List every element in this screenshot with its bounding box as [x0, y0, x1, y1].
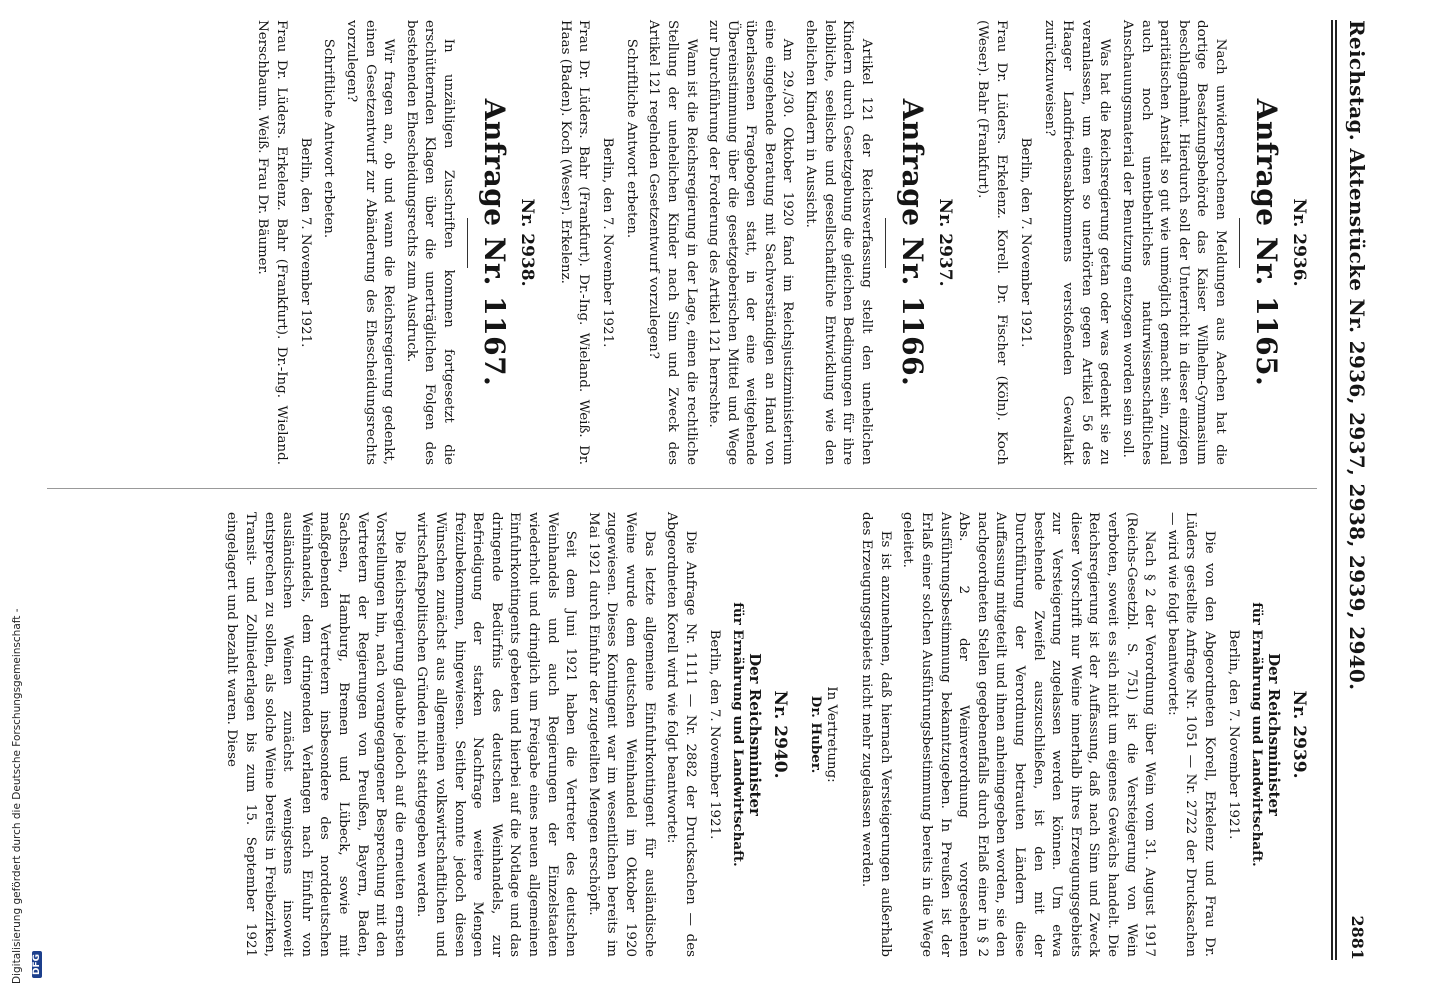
separator	[885, 218, 886, 268]
column-divider	[47, 488, 1317, 489]
signatories: Frau Dr. Lüders. Bahr (Frankfurt). Dr.-Ing. Wieland. Weiß. Dr. Haas (Baden). Koch (Weser). Erkelenz.	[557, 20, 592, 465]
digitization-note-text: Digitalisierung gefördert durch die Deutsche Forschungsgemeinschaft -	[11, 608, 23, 984]
document-number: Nr. 2939.	[1289, 690, 1309, 779]
minister-title: Der Reichsminister	[1265, 653, 1283, 816]
paragraph: Seit dem Juni 1921 haben die Vertreter des deutschen Weinhandels und auch Regierungen der Einzelstaaten wiederholt und dringlich um Freigabe eines neuen allgemeinen Einfuhrkontingents gebeten und hierbei auf die Notlage und das dringende Bedürfnis des deutschen Weinhandels, zur Befriedigung der starken Nachfrage weitere Mengen freizubekommen, hingewiesen. Seither konnte jedoch diesen Wünschen zunächst aus allgemeinen volkswirtschaftlichen und wirtschaftspolitischen Gründen nicht stattgegeben werden.	[414, 512, 579, 957]
paragraph: Schriftliche Antwort erbeten.	[623, 38, 639, 239]
separator	[1239, 218, 1240, 268]
dfg-logo: DFG	[32, 951, 42, 978]
document-2937	[555, 20, 955, 465]
paragraph: Nach unwidersprochenen Meldungen aus Aachen hat die dortige Besatzungsbehörde das Kaiser Wilhelm-Gymnasium beschlagnahmt. Hierdurch soll der Unterricht in dieser einzigen paritätischen Anstalt so gut wie unmöglich gemacht sein, zumal auch noch unentbehrliches naturwissenschaftliches Anschauungsmaterial der Benutzung entzogen worden sein soll.	[1120, 20, 1228, 465]
paragraph: Die von den Abgeordneten Korell, Erkelenz und Frau Dr. Lüders gestellte Anfrage Nr. 1051 — Nr. 2722 der Drucksachen — wird wie folgt beantwortet:	[1164, 512, 1217, 957]
date-line: Berlin, den 7. November 1921.	[600, 137, 616, 348]
paragraph: Es ist anzunehmen, daß hiernach Versteigerungen außerhalb des Erzeugungsgebiets nicht mehr zugelassen werden.	[859, 512, 893, 957]
date-line: Berlin, den 7. November 1921.	[1226, 629, 1241, 840]
paragraph: Die Anfrage Nr. 1111 — Nr. 2882 der Drucksachen — des Abgeordneten Korell wird wie folgt beantwortet:	[664, 512, 698, 957]
paragraph: Wir fragen an, ob und wann die Reichsregierung gedenkt, einen Gesetzentwurf zur Abänderung des Ehescheidungsrechts vorzulegen?	[344, 20, 397, 465]
ministry-name: für Ernährung und Landwirtschaft.	[1249, 602, 1265, 867]
paragraph: Schriftliche Antwort erbeten.	[321, 38, 337, 239]
document-2938	[253, 20, 537, 465]
document-page-rotated	[25, 20, 1375, 960]
paragraph: Wann ist die Reichsregierung in der Lage, einen die rechtliche Stellung der unehelichen Kinder nach Sinn und Zweck des Artikel 121 regelnden Gesetzentwurf vorzulegen?	[646, 20, 699, 465]
header-rule	[1335, 20, 1337, 960]
signatories: Frau Dr. Lüders. Erkelenz. Bahr (Frankfurt). Dr.-Ing. Wieland. Nerschbaum. Weiß. Frau Dr. Bäumer.	[255, 20, 289, 465]
paragraph: Nach § 2 der Verordnung über Wein vom 31. August 1917 (Reichs-Gesetzbl. S. 751) ist die Versteigerung von Wein verboten, soweit es sich nicht um eigenes Gewächs handelt. Die Reichsregierung ist der Auffassung, daß nach Sinn und Zweck dieser Vorschrift nur Weine innerhalb ihres Erzeugungsgebiets zur Versteigerung zugelassen werden können. Um etwa bestehende Zweifel auszuschließen, ist den mit der Durchführung der Verordnung betrauten Ländern diese Auffassung mitgeteilt und ihnen anheimgegeben worden, sie den nachgeordneten Stellen gegebenenfalls durch Erlaß einer in § 2 Abs. 2 der Weinverordnung vorgesehenen Ausführungsbestimmung bekanntzugeben. In Preußen ist der Erlaß einer solchen Ausführungsbestimmung bereits in die Wege geleitet.	[900, 512, 1158, 957]
separator	[467, 218, 468, 268]
document-2939	[808, 512, 1309, 957]
date-line: Berlin, den 7. November 1921.	[297, 137, 313, 348]
signature-name: Dr. Huber.	[807, 695, 824, 774]
paragraph: In unzähligen Zuschriften kommen fortgesetzt die erschütternden Klagen über die unerträglichen Folgen des bestehenden Ehescheidungsrechts zum Ausdruck.	[403, 20, 456, 465]
document-number: Nr. 2936.	[1289, 198, 1309, 287]
right-column	[218, 512, 1317, 957]
document-2940	[222, 512, 790, 957]
minister-title: Der Reichsminister	[745, 653, 764, 816]
paragraph: Das letzte allgemeine Einfuhrkontingent für ausländische Weine wurde dem deutschen Weinhandel im Oktober 1920 zugewiesen. Dieses Kontingent war im wesentlichen bereits im Mai 1921 durch Einfuhr der zugeteilten Mengen erschöpft.	[585, 512, 657, 957]
document-number: Nr. 2940.	[769, 690, 790, 779]
document-number: Nr. 2937.	[934, 198, 955, 287]
signature-label: In Vertretung:	[823, 686, 839, 783]
header-rule-thin	[1331, 20, 1333, 960]
paragraph: Artikel 121 der Reichsverfassung stellt den unehelichen Kindern durch Gesetzgebung die gleichen Bedingungen für ihre leibliche, seelische und gesellschaftliche Entwicklung wie den ehelichen Kindern in Aussicht.	[803, 20, 874, 465]
date-line: Berlin, den 7. November 1921.	[706, 629, 722, 840]
ministry-name: für Ernährung und Landwirtschaft.	[729, 602, 746, 867]
paragraph: Die Reichsregierung glaubte jedoch auf die erneuten ernsten Vorstellungen hin, nach vorangegangener Besprechung mit den Vertretern der Regierungen von Preußen, Bayern, Baden, Sachsen, Hamburg, Bremen und Lübeck, sowie mit maßgebenden Vertretern insbesondere des norddeutschen Weinhandels, dem dringenden Verlangen nach Einfuhr von ausländischen Weinen zunächst wenigstens insoweit entsprechen zu sollen, als solche Weine bereits in Freibezirken, Transit- und Zollniederlagen bis zum 15. September 1921 eingelagert und bezahlt waren. Diese	[224, 512, 407, 957]
date-line: Berlin, den 7. November 1921.	[1018, 137, 1034, 348]
document-number: Nr. 2938.	[516, 198, 537, 287]
running-header-title: Reichstag. Aktenstücke Nr. 2936, 2937, 2938, 2939, 2940.	[1345, 20, 1369, 691]
page-number: 2881	[1348, 915, 1367, 960]
inquiry-heading: Anfrage Nr. 1165.	[1250, 98, 1283, 387]
left-column	[235, 20, 1317, 465]
signatories: Frau Dr. Lüders. Erkelenz. Korell. Dr. Fischer (Köln). Koch (Weser). Bahr (Frankfurt).	[975, 20, 1010, 465]
paragraph: Am 29./30. Oktober 1920 fand im Reichsjustizministerium eine eingehende Beratung mit Sachverständigen an Hand von überlassenen Fragebogen statt, in der eine weitgehende Übereinstimmung über die gesetzgeberischen Mittel und Wege zur Durchführung der Forderung des Artikel 121 herrschte.	[706, 20, 796, 465]
inquiry-heading: Anfrage Nr. 1166.	[895, 98, 929, 387]
inquiry-heading: Anfrage Nr. 1167.	[477, 98, 511, 387]
paragraph: Was hat die Reichsregierung getan oder was gedenkt sie zu veranlassen, um einen so unerhörten gegen Artikel 56 des Haager Landfriedensabkommens verstoßenden Gewaltakt zurückzuweisen?	[1041, 20, 1113, 465]
document-2936	[973, 20, 1309, 465]
